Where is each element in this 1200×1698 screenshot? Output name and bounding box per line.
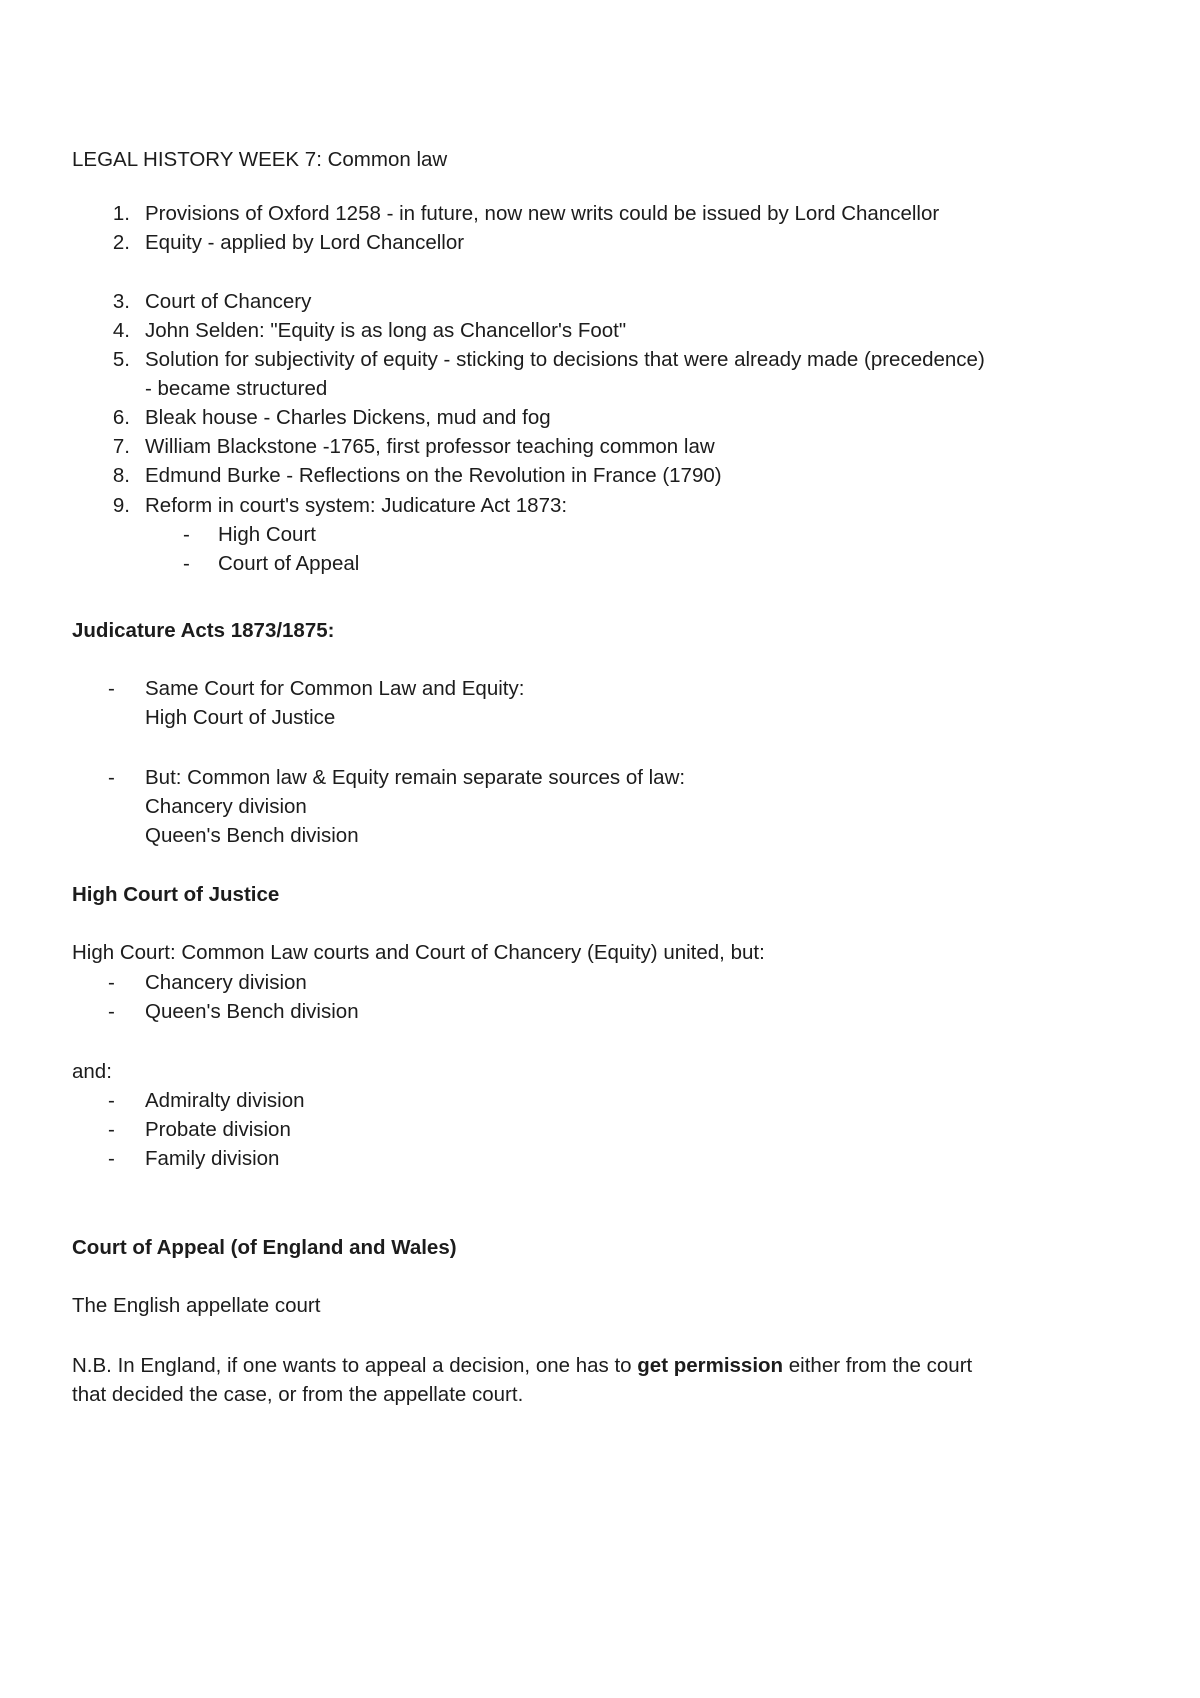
list-number: 4. (112, 319, 130, 342)
sub-list-text: High Court (218, 523, 316, 546)
nb-paragraph-line: that decided the case, or from the appellate court. (72, 1383, 524, 1406)
sub-list-text: Court of Appeal (218, 552, 360, 575)
list-number: 6. (112, 406, 130, 429)
bullet-text: Probate division (145, 1118, 291, 1141)
nb-emphasis: get permission (637, 1354, 784, 1377)
section-heading: High Court of Justice (72, 883, 280, 906)
paragraph: High Court: Common Law courts and Court of Chancery (Equity) united, but: (72, 941, 765, 964)
list-text: Edmund Burke - Reflections on the Revolution in France (1790) (145, 464, 722, 487)
dash-bullet: - (108, 971, 115, 994)
bullet-text: Family division (145, 1147, 280, 1170)
dash-bullet: - (108, 677, 115, 700)
nb-text: N.B. In England, if one wants to appeal a decision, one has to (72, 1354, 638, 1377)
list-text: Bleak house - Charles Dickens, mud and fog (145, 406, 551, 429)
nb-text: either from the court (783, 1354, 973, 1377)
bullet-text: Queen's Bench division (145, 1000, 359, 1023)
list-item-continuation: - became structured (145, 377, 328, 400)
dash-bullet: - (108, 1147, 115, 1170)
list-number: 3. (112, 290, 130, 313)
document-title: LEGAL HISTORY WEEK 7: Common law (72, 148, 448, 171)
list-text: William Blackstone -1765, first professor teaching common law (145, 435, 715, 458)
list-number: 8. (112, 464, 130, 487)
bullet-text: But: Common law & Equity remain separate sources of law: (145, 766, 686, 789)
section-heading: Court of Appeal (of England and Wales) (72, 1236, 457, 1259)
dash-bullet: - (108, 766, 115, 789)
nb-paragraph (72, 1354, 972, 1378)
dash-bullet: - (108, 1118, 115, 1141)
bullet-continuation: Chancery division (145, 795, 307, 818)
dash-bullet: - (108, 1000, 115, 1023)
bullet-text: Chancery division (145, 971, 307, 994)
list-text: Equity - applied by Lord Chancellor (145, 231, 465, 254)
section-heading: Judicature Acts 1873/1875: (72, 619, 335, 642)
list-text: John Selden: "Equity is as long as Chancellor's Foot" (145, 319, 627, 342)
paragraph: The English appellate court (72, 1294, 321, 1317)
dash-bullet: - (183, 523, 190, 546)
list-number: 1. (112, 202, 130, 225)
list-text: Court of Chancery (145, 290, 312, 313)
bullet-text: Admiralty division (145, 1089, 305, 1112)
list-number: 5. (112, 348, 130, 371)
list-number: 2. (112, 231, 130, 254)
list-number: 7. (112, 435, 130, 458)
list-text: Solution for subjectivity of equity - sticking to decisions that were already made (precedence) (145, 348, 985, 371)
list-text: Reform in court's system: Judicature Act 1873: (145, 494, 568, 517)
bullet-continuation: High Court of Justice (145, 706, 336, 729)
list-text: Provisions of Oxford 1258 - in future, now new writs could be issued by Lord Chancellor (145, 202, 940, 225)
dash-bullet: - (108, 1089, 115, 1112)
bullet-text: Same Court for Common Law and Equity: (145, 677, 525, 700)
paragraph: and: (72, 1060, 112, 1083)
list-number: 9. (112, 494, 130, 517)
bullet-continuation: Queen's Bench division (145, 824, 359, 847)
dash-bullet: - (183, 552, 190, 575)
